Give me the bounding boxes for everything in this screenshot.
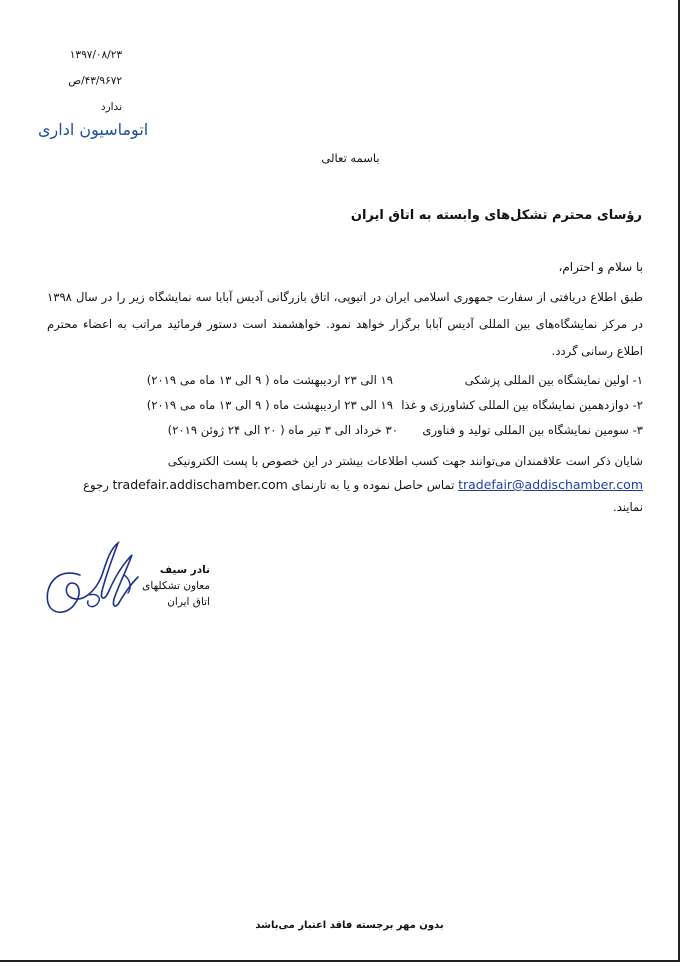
event-date: ۱۹ الی ۲۳ اردیبهشت ماه ( ۹ الی ۱۳ ماه می ۲۰۱۹) (146, 398, 393, 412)
signatory-name: نادر سیف (159, 564, 210, 576)
letter-attachment: ندارد (100, 101, 122, 113)
event-name: ۱- اولین نمایشگاه بین المللی پزشکی (464, 373, 643, 387)
closing-mid-text: تماس حاصل نموده و یا به تارنمای (291, 478, 455, 492)
recipient-line: رؤسای محترم تشکل‌های وابسته به اتاق ایران (350, 208, 642, 223)
automation-label: اتوماسیون اداری (38, 120, 149, 139)
letter-date: ۱۳۹۷/۰۸/۲۳ (69, 49, 122, 61)
event-date: ۱۹ الی ۲۳ اردیبهشت ماه ( ۹ الی ۱۳ ماه می ۲۰۱۹) (146, 373, 393, 387)
signature-stroke (47, 543, 138, 612)
signatory-title: معاون تشکلهای (142, 580, 210, 592)
letter-number: ۴۳/۹۶۷۲/ص (68, 75, 122, 87)
signatory-org: اتاق ایران (167, 596, 210, 608)
closing-line-2 (47, 473, 643, 496)
closing-line-3: نمایند. (613, 500, 643, 514)
signature-block (130, 562, 210, 610)
footer-note (0, 920, 687, 931)
signature-stroke (88, 594, 100, 606)
body-paragraph-text: طبق اطلاع دریافتی از سفارت جمهوری اسلامی ایران در اتیوپی، اتاق بازرگانی آدیس آبابا سه نمایشگاه زیر را در سال ۱۳۹۸ در مرکز نمایشگاه‌های بین المللی آدیس آبابا برگزار خواهد نمود. خواهشمند است دستور فرمائید مراتب به اعضاء محترم اطلاع رسانی گردد. (47, 290, 643, 358)
event-date: ۳۰ خرداد الی ۳ تیر ماه ( ۲۰ الی ۲۴ ژوئن ۲۰۱۹) (167, 423, 398, 437)
website-text: tradefair.addischamber.com (112, 477, 288, 492)
closing-end-word: رجوع (83, 478, 109, 492)
event-row (43, 368, 643, 393)
event-name: ۳- سومین نمایشگاه بین المللی تولید و فناوری (422, 423, 643, 437)
closing-line-1: شایان ذکر است علاقمندان می‌توانند جهت کسب اطلاعات بیشتر در این خصوص با پست الکترونیکی (167, 454, 643, 468)
footer-note-text: بدون مهر برجسته فاقد اعتبار می‌باشد (255, 920, 444, 931)
invocation-text: باسمه تعالی (321, 151, 380, 165)
body-paragraph (47, 284, 643, 365)
event-row (43, 418, 643, 443)
event-list (43, 368, 643, 443)
letter-metadata (52, 42, 122, 120)
greeting-line: با سلام و احترام، (558, 260, 643, 274)
invocation-heading (0, 151, 687, 165)
email-link[interactable]: tradefair@addischamber.com (458, 477, 643, 492)
event-row (43, 393, 643, 418)
closing-paragraph (47, 450, 643, 519)
event-name: ۲- دوازدهمین نمایشگاه بین المللی کشاورزی و غذا (401, 398, 643, 412)
